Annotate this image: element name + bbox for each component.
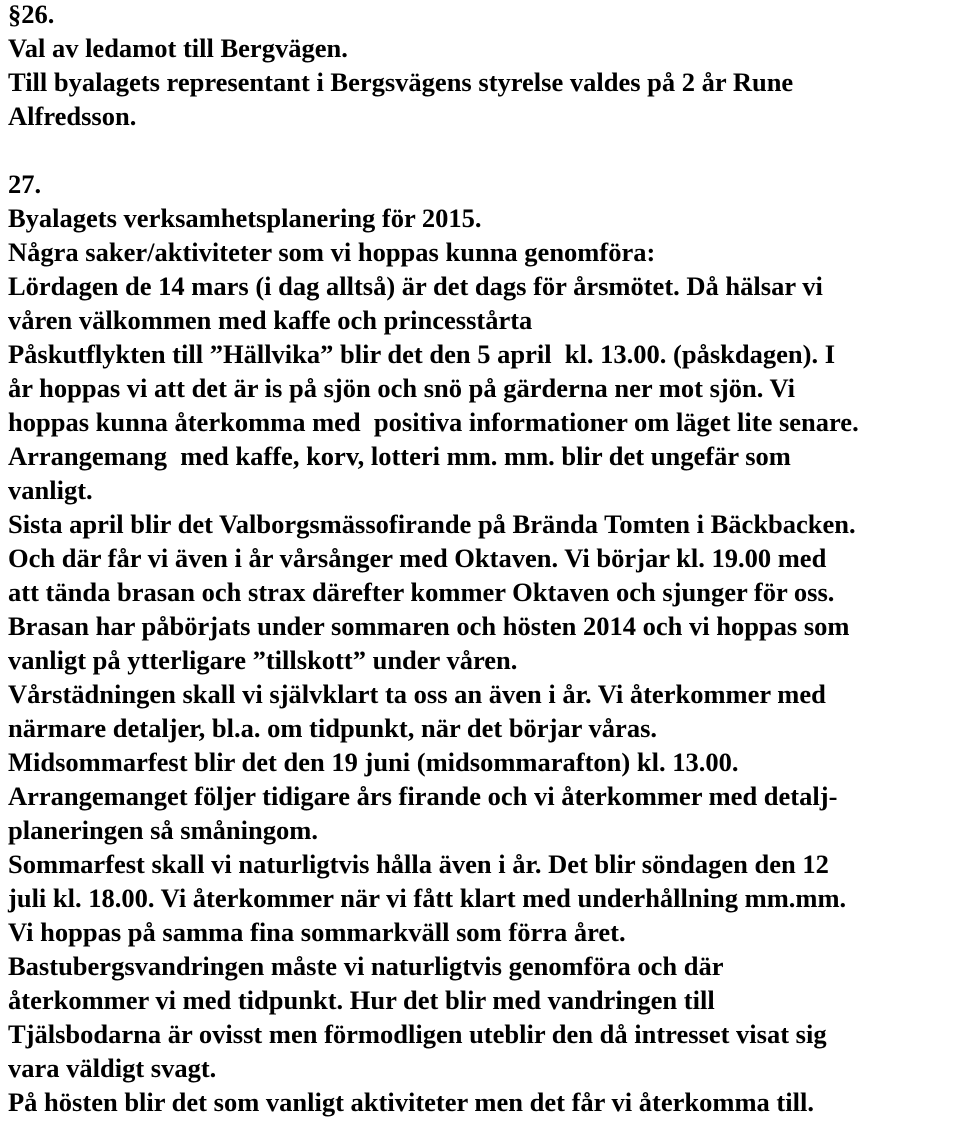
paragraph-line: juli kl. 18.00. Vi återkommer när vi fått klart med underhållning mm.mm. — [8, 883, 847, 913]
paragraph-line: vanligt. — [8, 475, 93, 505]
paragraph-line: Brasan har påbörjats under sommaren och hösten 2014 och vi hoppas som — [8, 611, 850, 641]
section-27 — [8, 167, 960, 1119]
paragraph-line: våren välkommen med kaffe och princesstårta — [8, 305, 533, 335]
paragraph-line: Vårstädningen skall vi självklart ta oss an även i år. Vi återkommer med — [8, 679, 826, 709]
paragraph-line: Till byalagets representant i Bergsvägens styrelse valdes på 2 år Rune — [8, 67, 794, 97]
paragraph-line: år hoppas vi att det är is på sjön och snö på gärderna ner mot sjön. Vi — [8, 373, 795, 403]
paragraph-line: att tända brasan och strax därefter kommer Oktaven och sjunger för oss. — [8, 577, 835, 607]
paragraph-line: vanligt på ytterligare ”tillskott” under våren. — [8, 645, 518, 675]
paragraph-line: Arrangemanget följer tidigare års firande och vi återkommer med detalj- — [8, 781, 838, 811]
paragraph-line: Sista april blir det Valborgsmässofirande på Brända Tomten i Bäckbacken. — [8, 509, 856, 539]
section-heading: Byalagets verksamhetsplanering för 2015. — [8, 203, 482, 233]
section-number: §26. — [8, 0, 55, 29]
paragraph-line: hoppas kunna återkomma med positiva informationer om läget lite senare. — [8, 407, 859, 437]
paragraph-line: vara väldigt svagt. — [8, 1053, 217, 1083]
paragraph-line: Och där får vi även i år vårsånger med Oktaven. Vi börjar kl. 19.00 med — [8, 543, 827, 573]
paragraph-line: Vi hoppas på samma fina sommarkväll som förra året. — [8, 917, 626, 947]
paragraph-line: Bastubergsvandringen måste vi naturligtvis genomföra och där — [8, 951, 724, 981]
paragraph-line: återkommer vi med tidpunkt. Hur det blir med vandringen till — [8, 985, 715, 1015]
paragraph-line: närmare detaljer, bl.a. om tidpunkt, när det börjar våras. — [8, 713, 658, 743]
paragraph-line: På hösten blir det som vanligt aktiviteter men det får vi återkomma till. — [8, 1087, 814, 1117]
paragraph-line: Några saker/aktiviteter som vi hoppas kunna genomföra: — [8, 237, 656, 267]
paragraph-line: Midsommarfest blir det den 19 juni (midsommarafton) kl. 13.00. — [8, 747, 739, 777]
section-number: 27. — [8, 169, 42, 199]
section-heading: Val av ledamot till Bergvägen. — [8, 33, 348, 63]
paragraph-line: Tjälsbodarna är ovisst men förmodligen uteblir den då intresset visat sig — [8, 1019, 827, 1049]
paragraph-line: Lördagen de 14 mars (i dag alltså) är det dags för årsmötet. Då hälsar vi — [8, 271, 823, 301]
blank-line — [8, 133, 960, 167]
paragraph-line: planeringen så småningom. — [8, 815, 318, 845]
paragraph-line: Arrangemang med kaffe, korv, lotteri mm. mm. blir det ungefär som — [8, 441, 791, 471]
paragraph-line: Påskutflykten till ”Hällvika” blir det den 5 april kl. 13.00. (påskdagen). I — [8, 339, 836, 369]
paragraph-line: Alfredsson. — [8, 101, 137, 131]
paragraph-line: Sommarfest skall vi naturligtvis hålla även i år. Det blir söndagen den 12 — [8, 849, 829, 879]
section-26 — [8, 0, 960, 133]
